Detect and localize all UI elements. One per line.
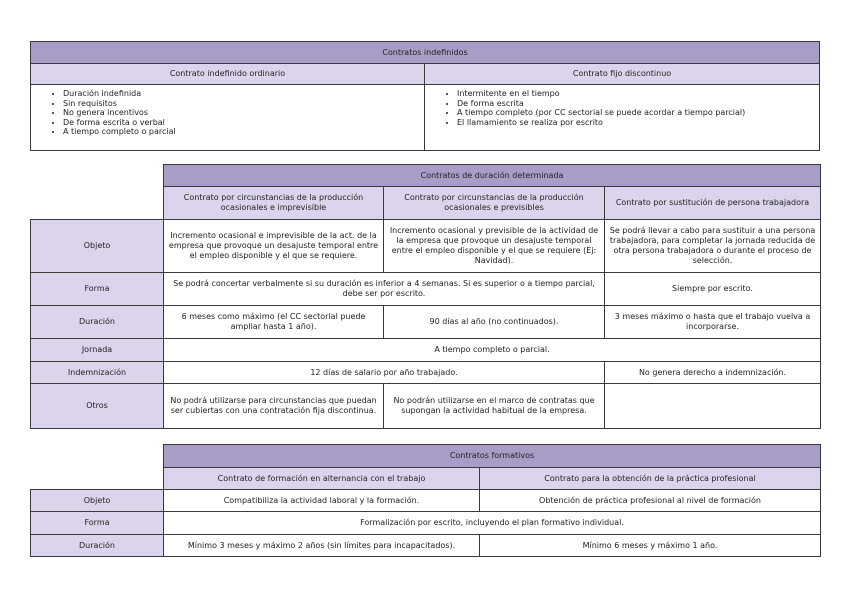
jornada-value: A tiempo completo o parcial. bbox=[164, 339, 821, 362]
objeto-imprevisible: Incremento ocasional e imprevisible de la act. de la empresa que provoque un desajuste temporal entre el empleo disponible y el que se requiere. bbox=[164, 220, 384, 273]
row-label-indemnizacion: Indemnización bbox=[31, 362, 164, 384]
objeto-sustitucion: Se podrá llevar a cabo para sustituir a una persona trabajadora, para completar la jornada reducida de otra persona trabajadora o durante el proceso de selección. bbox=[605, 220, 821, 273]
list-item: • No genera incentivos bbox=[63, 108, 420, 118]
row-label-jornada: Jornada bbox=[31, 339, 164, 362]
objeto-alternancia: Compatibiliza la actividad laboral y la formación. bbox=[164, 490, 480, 512]
formativos-title: Contratos formativos bbox=[164, 445, 821, 468]
forma-sustitucion: Siempre por escrito. bbox=[605, 273, 821, 306]
otros-sustitucion bbox=[605, 384, 821, 429]
table-duracion-determinada bbox=[30, 164, 821, 429]
forma-circunstancias: Se podrá concertar verbalmente si su duración es inferior a 4 semanas. Si es superior o a tiempo parcial, debe ser por escrito. bbox=[164, 273, 605, 306]
list-item: • De forma escrita o verbal bbox=[63, 118, 420, 128]
row-label-objeto: Objeto bbox=[31, 490, 164, 512]
list-item: • Duración indefinida bbox=[63, 89, 420, 99]
row-label-objeto: Objeto bbox=[31, 220, 164, 273]
forma-formativos: Formalización por escrito, incluyendo el plan formativo individual. bbox=[164, 512, 821, 535]
list-item: • El llamamiento se realiza por escrito bbox=[457, 118, 815, 128]
formacion-alternancia-header: Contrato de formación en alternancia con el trabajo bbox=[164, 468, 480, 490]
objeto-practica: Obtención de práctica profesional al nivel de formación bbox=[480, 490, 821, 512]
duracion-imprevisible: 6 meses como máximo (el CC sectorial puede ampliar hasta 1 año). bbox=[164, 306, 384, 339]
determinada-title: Contratos de duración determinada bbox=[164, 165, 821, 187]
previsible-header: Contrato por circunstancias de la producción ocasionales e previsibles bbox=[384, 187, 605, 220]
sustitucion-header: Contrato por sustitución de persona trabajadora bbox=[605, 187, 821, 220]
duracion-alternancia: Mínimo 3 meses y máximo 2 años (sin límites para incapacitados). bbox=[164, 535, 480, 557]
imprevisible-header: Contrato por circunstancias de la producción ocasionales e imprevisible bbox=[164, 187, 384, 220]
otros-previsible: No podrán utilizarse en el marco de contratas que supongan la actividad habitual de la empresa. bbox=[384, 384, 605, 429]
list-item: • Intermitente en el tiempo bbox=[457, 89, 815, 99]
row-label-duracion: Duración bbox=[31, 306, 164, 339]
duracion-practica: Mínimo 6 meses y máximo 1 año. bbox=[480, 535, 821, 557]
list-item: • De forma escrita bbox=[457, 99, 815, 109]
duracion-sustitucion: 3 meses máximo o hasta que el trabajo vuelva a incorporarse. bbox=[605, 306, 821, 339]
indefinido-ordinario-list bbox=[31, 85, 425, 151]
indemnizacion-circunstancias: 12 días de salario por año trabajado. bbox=[164, 362, 605, 384]
row-label-forma: Forma bbox=[31, 273, 164, 306]
indemnizacion-sustitucion: No genera derecho a indemnización. bbox=[605, 362, 821, 384]
row-label-otros: Otros bbox=[31, 384, 164, 429]
indefinidos-title: Contratos indefinidos bbox=[31, 42, 820, 64]
duracion-previsible: 90 días al año (no continuados). bbox=[384, 306, 605, 339]
list-item: • A tiempo completo (por CC sectorial se puede acordar a tiempo parcial) bbox=[457, 108, 815, 118]
row-label-forma: Forma bbox=[31, 512, 164, 535]
practica-profesional-header: Contrato para la obtención de la práctica profesional bbox=[480, 468, 821, 490]
table-formativos bbox=[30, 444, 821, 557]
objeto-previsible: Incremento ocasional y previsible de la actividad de la empresa que provoque un desajuste temporal entre el empleo disponible y el que se requiere (Ej: Navidad). bbox=[384, 220, 605, 273]
indefinido-ordinario-header: Contrato indefinido ordinario bbox=[31, 64, 425, 85]
fijo-discontinuo-header: Contrato fijo discontinuo bbox=[425, 64, 820, 85]
otros-imprevisible: No podrá utilizarse para circunstancias que puedan ser cubiertas con una contratación fija discontinua. bbox=[164, 384, 384, 429]
list-item: • A tiempo completo o parcial bbox=[63, 127, 420, 137]
fijo-discontinuo-list bbox=[425, 85, 820, 151]
list-item: • Sin requisitos bbox=[63, 99, 420, 109]
table-indefinidos bbox=[30, 41, 820, 151]
row-label-duracion: Duración bbox=[31, 535, 164, 557]
